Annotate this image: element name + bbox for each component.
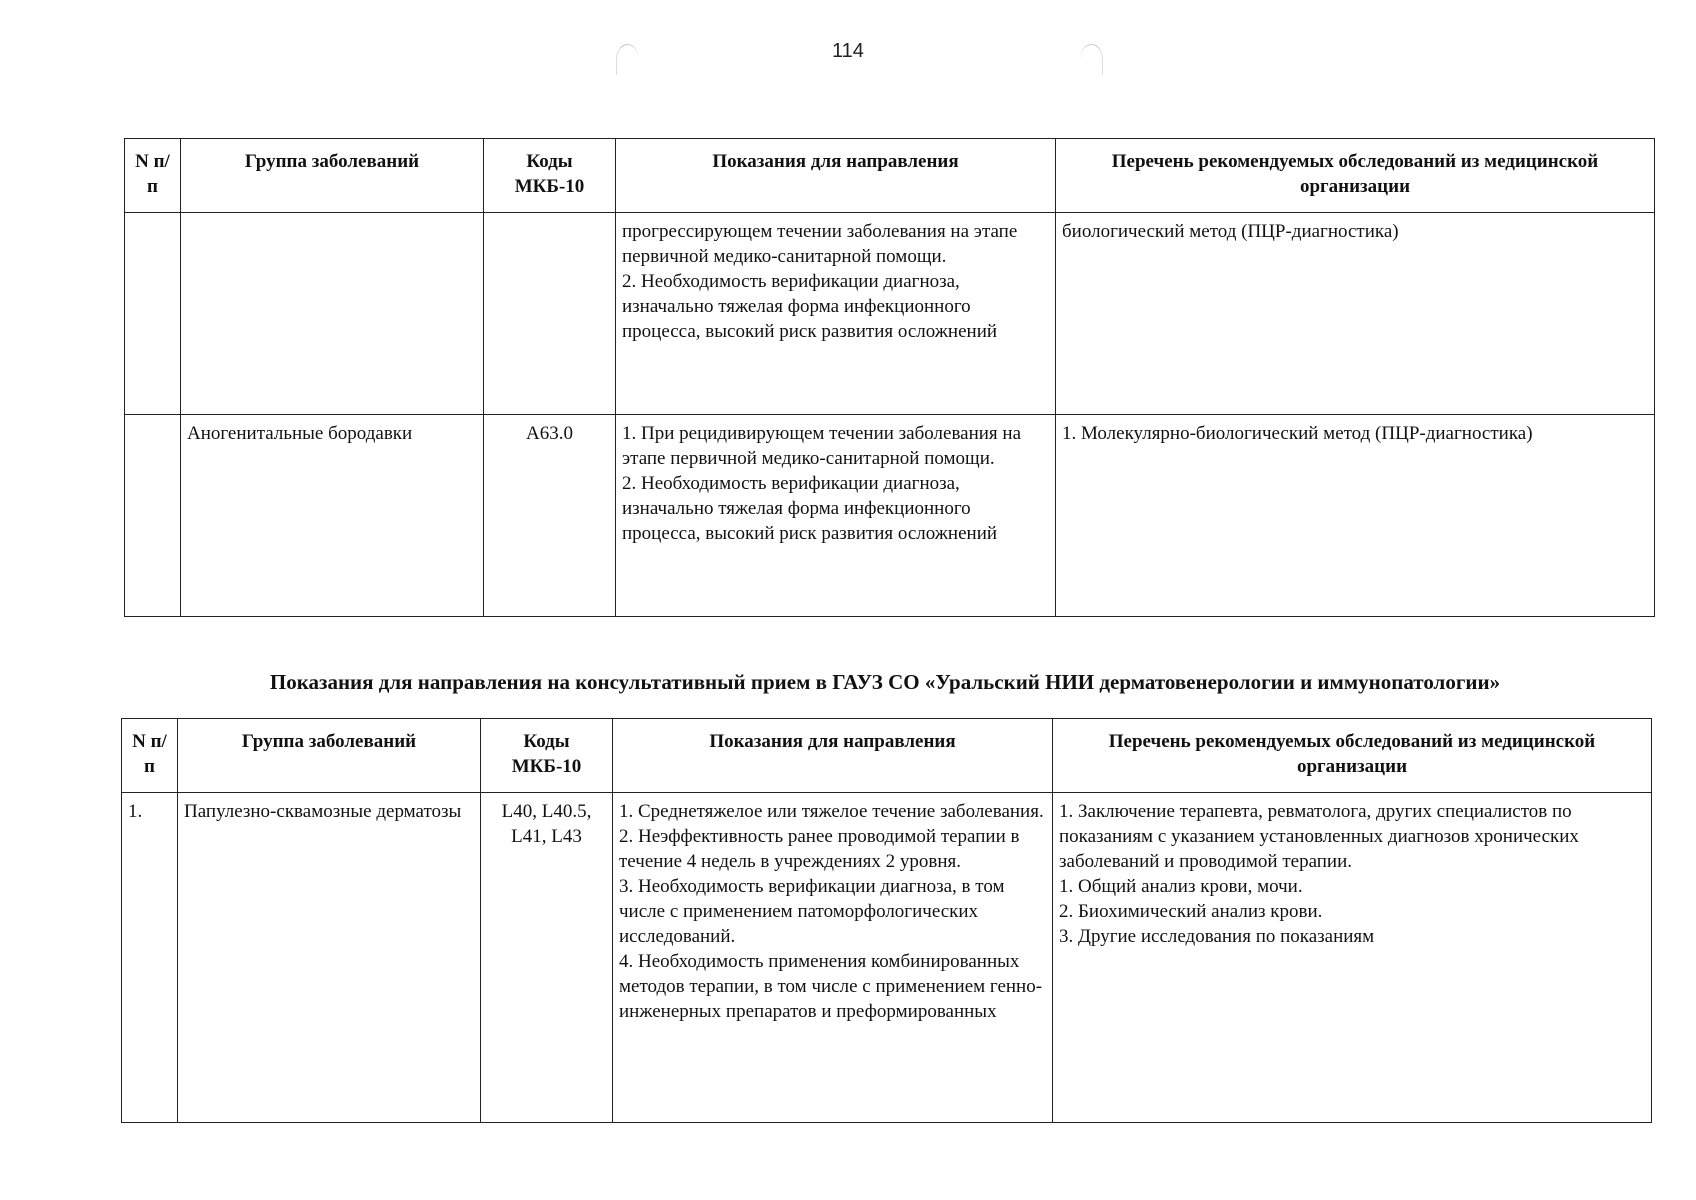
referral-table-continued	[124, 138, 1655, 617]
indication-line: 2. Неэффективность ранее проводимой терапии в течение 4 недель в учреждениях 2 уровня.	[619, 826, 1020, 872]
indication-line: 1. При рецидивирующем течении заболевания на этапе первичной медико-санитарной помощи.	[622, 423, 1022, 469]
cell-exams	[1056, 415, 1655, 617]
exam-line: 3. Другие исследования по показаниям	[1059, 926, 1375, 947]
indication-line: 1. Среднетяжелое или тяжелое течение заболевания.	[619, 801, 1044, 822]
header-group: Группа заболеваний	[178, 719, 481, 793]
header-exams: Перечень рекомендуемых обследований из медицинской организации	[1056, 139, 1655, 213]
cell-indications	[616, 213, 1056, 415]
scan-artifact-left	[616, 44, 639, 75]
header-num: N п/п	[125, 139, 181, 213]
header-group: Группа заболеваний	[181, 139, 484, 213]
exam-line: 1. Общий анализ крови, мочи.	[1059, 876, 1303, 897]
cell-num	[125, 415, 181, 617]
exam-line: 2. Биохимический анализ крови.	[1059, 901, 1323, 922]
exam-line: 1. Молекулярно-биологический метод (ПЦР-диагностика)	[1062, 423, 1533, 444]
header-codes: Коды МКБ-10	[484, 139, 616, 213]
cell-num	[125, 213, 181, 415]
table-row	[125, 415, 1655, 617]
table-row	[125, 213, 1655, 415]
table-row	[122, 793, 1652, 1123]
section-title: Показания для направления на консультативный прием в ГАУЗ СО «Уральский НИИ дерматовенерологии и иммунопатологии»	[269, 670, 1501, 694]
referral-table-consultation	[121, 718, 1652, 1123]
exam-line: 1. Заключение терапевта, ревматолога, других специалистов по показаниям с указанием установленных диагнозов хронических заболеваний и проводимой терапии.	[1059, 801, 1579, 872]
cell-exams	[1056, 213, 1655, 415]
cell-num: 1.	[122, 793, 178, 1123]
indication-line: 2. Необходимость верификации диагноза, изначально тяжелая форма инфекционного процесса, высокий риск развития осложнений	[622, 271, 998, 342]
header-indications: Показания для направления	[616, 139, 1056, 213]
exam-line: биологический метод (ПЦР-диагностика)	[1062, 221, 1399, 242]
indication-line: 2. Необходимость верификации диагноза, изначально тяжелая форма инфекционного процесса, высокий риск развития осложнений	[622, 473, 998, 544]
cell-group: Папулезно-сквамозные дерматозы	[178, 793, 481, 1123]
cell-group	[181, 213, 484, 415]
cell-exams	[1053, 793, 1652, 1123]
cell-indications	[616, 415, 1056, 617]
cell-codes: А63.0	[484, 415, 616, 617]
table-header-row	[125, 139, 1655, 213]
header-exams: Перечень рекомендуемых обследований из медицинской организации	[1053, 719, 1652, 793]
cell-group: Аногенитальные бородавки	[181, 415, 484, 617]
cell-indications	[613, 793, 1053, 1123]
header-num: N п/п	[122, 719, 178, 793]
indication-line: 4. Необходимость применения комбинированных методов терапии, в том числе с применением генно-инженерных препаратов и преформированных	[619, 951, 1043, 1022]
header-indications: Показания для направления	[613, 719, 1053, 793]
cell-codes: L40, L40.5, L41, L43	[481, 793, 613, 1123]
page-number: 114	[832, 40, 864, 62]
indication-line: прогрессирующем течении заболевания на этапе первичной медико-санитарной помощи.	[622, 221, 1018, 267]
scan-artifact-right	[1080, 44, 1103, 75]
indication-line: 3. Необходимость верификации диагноза, в том числе с применением патоморфологических исследований.	[619, 876, 1005, 947]
cell-codes	[484, 213, 616, 415]
header-codes: Коды МКБ-10	[481, 719, 613, 793]
table-header-row	[122, 719, 1652, 793]
